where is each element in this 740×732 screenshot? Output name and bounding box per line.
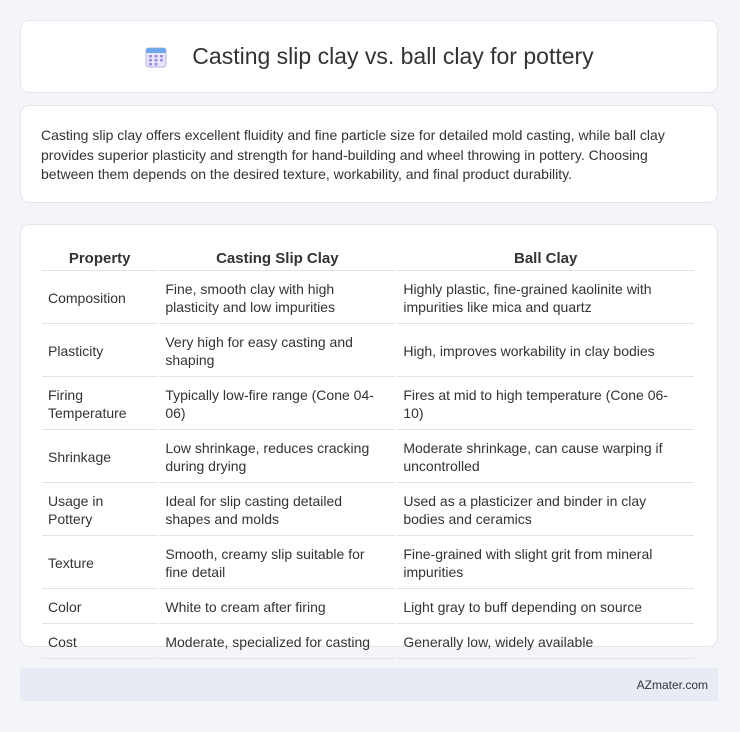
- property-cell: Shrinkage: [42, 432, 157, 483]
- intro-card: [20, 105, 718, 203]
- ball-clay-cell: Light gray to buff depending on source: [397, 591, 694, 624]
- header-ball-clay: Ball Clay: [397, 245, 694, 271]
- comparison-card: [20, 224, 718, 650]
- ball-clay-cell: Fine-grained with slight grit from mineral impurities: [397, 538, 694, 589]
- casting-slip-cell: White to cream after firing: [159, 591, 395, 624]
- ball-clay-cell: Highly plastic, fine-grained kaolinite with impurities like mica and quartz: [397, 273, 694, 324]
- property-cell: Composition: [42, 273, 157, 324]
- ball-clay-cell: Fires at mid to high temperature (Cone 06-10): [397, 379, 694, 430]
- header-casting-slip-clay: Casting Slip Clay: [159, 245, 395, 271]
- casting-slip-cell: Low shrinkage, reduces cracking during drying: [159, 432, 395, 483]
- footer-bar: [20, 668, 718, 701]
- table-row: [42, 485, 694, 536]
- table-row: [42, 273, 694, 324]
- casting-slip-cell: Fine, smooth clay with high plasticity and low impurities: [159, 273, 395, 324]
- footer-brand: AZmater.com: [636, 677, 708, 692]
- property-cell: Cost: [42, 626, 157, 659]
- header-property: Property: [42, 245, 157, 271]
- table-row: [42, 538, 694, 589]
- calendar-icon: [144, 45, 168, 69]
- casting-slip-cell: Very high for easy casting and shaping: [159, 326, 395, 377]
- casting-slip-cell: Typically low-fire range (Cone 04-06): [159, 379, 395, 430]
- table-row: [42, 379, 694, 430]
- table-row: [42, 326, 694, 377]
- property-cell: Plasticity: [42, 326, 157, 377]
- table-row: [42, 626, 694, 659]
- intro-paragraph: Casting slip clay offers excellent fluidity and fine particle size for detailed mold casting, while ball clay provides superior plasticity and strength for hand-building and wheel throwing in pottery. Choosing between them depends on the desired texture, workability, and final product durability.: [41, 127, 665, 182]
- table-row: [42, 591, 694, 624]
- ball-clay-cell: Moderate shrinkage, can cause warping if uncontrolled: [397, 432, 694, 483]
- property-cell: Firing Temperature: [42, 379, 157, 430]
- property-cell: Usage in Pottery: [42, 485, 157, 536]
- table-row: [42, 432, 694, 483]
- table-header-row: [42, 245, 694, 271]
- page-title: Casting slip clay vs. ball clay for pottery: [192, 43, 594, 69]
- casting-slip-cell: Smooth, creamy slip suitable for fine detail: [159, 538, 395, 589]
- comparison-table: [40, 243, 696, 661]
- casting-slip-cell: Ideal for slip casting detailed shapes and molds: [159, 485, 395, 536]
- ball-clay-cell: Used as a plasticizer and binder in clay bodies and ceramics: [397, 485, 694, 536]
- casting-slip-cell: Moderate, specialized for casting: [159, 626, 395, 659]
- title-card: [20, 20, 718, 93]
- ball-clay-cell: High, improves workability in clay bodies: [397, 326, 694, 377]
- property-cell: Color: [42, 591, 157, 624]
- ball-clay-cell: Generally low, widely available: [397, 626, 694, 659]
- property-cell: Texture: [42, 538, 157, 589]
